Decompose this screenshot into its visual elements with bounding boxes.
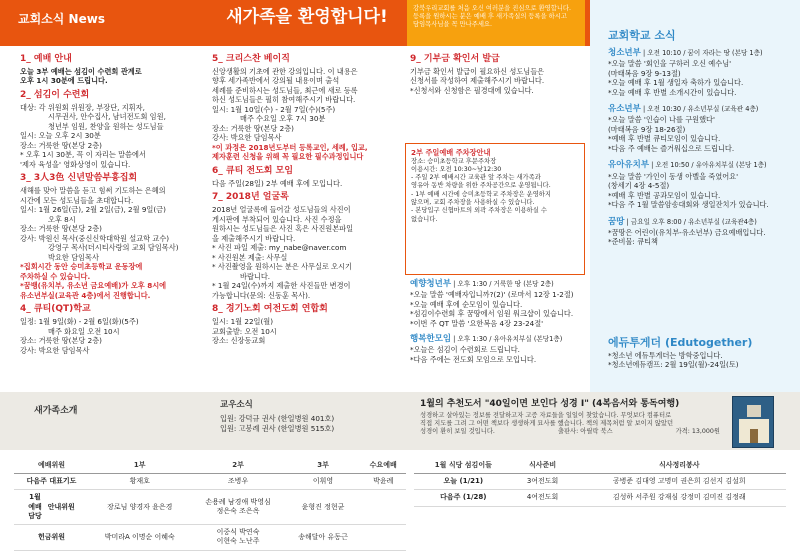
book-cover-image [732, 396, 774, 448]
book-desc-line: 직접 지도를 그려 그 어떤 책보다 생생하게 묘사를 했습니다. 책의 제목처럼 알 보이지 않았던 [420, 420, 674, 428]
mid-section-line: 을 제출해주시기 바랍니다. [212, 233, 296, 243]
youth-group-line: *오늘 예배 후에 순모임이 있습니다. [410, 299, 523, 309]
left-section-line: 대상: 각 위원회 위원장, 부장단, 지휘자, [20, 102, 145, 112]
youth-group-time: | 오후 1:30 / 거룩한 땅 (본당 2층) [451, 280, 554, 288]
school-dept-header [608, 48, 794, 59]
notice-line: 등록을 원하시는 분은 예배 후 새가족실의 등록을 하시고 [413, 13, 567, 21]
left-section-line: 강사: 박요한 담임목사 [20, 345, 90, 355]
youth-group-line: *섬김이수련회 후 꿈땅에서 임원 워크샵이 있습니다. [410, 309, 574, 319]
youth-group-line: *이번 주 QT 말씀 '요한복음 4장 23-24절' [410, 318, 544, 328]
service-table-cell: 윤형진 정현균 [286, 490, 361, 525]
service-table-cell [360, 525, 406, 550]
middle-news-column [212, 52, 402, 350]
book-price: 가격: 13,000원 [675, 428, 720, 436]
parking-line: 않으며, 교회 주차장을 사용하실 수 있습니다. [411, 198, 535, 206]
school-dept-line: (마태복음 9장 18-26절) [608, 124, 686, 134]
left-section-line: 장소: 거룩한 땅(본당 2층) [20, 224, 102, 234]
book-desc-line: 성경하고 살아있는 정보를 전달하고자 고증 자료들을 일일이 찾았습니다. 무엇보다 컴퓨터로 [420, 412, 672, 419]
service-table-row [14, 525, 406, 550]
mid-section-line: 바랍니다. [240, 271, 271, 281]
service-table-header: 1부 [89, 458, 190, 474]
left-section-line: 주차하실 수 있습니다. [20, 271, 91, 281]
recommended-book-title: 1월의 추천도서 "40일이면 보인다 성경 Ⅰ" (4복음서와 통독여행) [420, 399, 680, 409]
mid-section-4 [212, 304, 402, 345]
left-section-line: 시무권사, 안수집사, 남녀전도회 임원, [48, 112, 166, 122]
left-section-line: 장소: 거룩한 땅(본당 2층) [20, 336, 102, 345]
service-table-cell: 박미라A 이명순 이혜숙 [89, 525, 190, 550]
school-dept-line: *오늘 말씀 '인습이 나를 구원했다' [608, 115, 715, 125]
left-section-line: 새해를 맞아 말씀을 듣고 힘써 기도하는 은혜의 [20, 186, 166, 196]
school-dept-line: *오늘 예배 후 1월 생일자 축하가 있습니다. [608, 78, 744, 88]
service-table-row-label [14, 474, 89, 490]
parking-line: 장소: 승미초등학교 후문주차장 [411, 157, 497, 165]
mid-section-line: 일시: 1월 22일(월) [212, 317, 274, 326]
meal-table-header: 식사준비 [513, 458, 573, 474]
edutogether-title: 에듀투게더 (Edutogether) [608, 336, 753, 349]
welcome-heading: 새가족을 환영합니다! [226, 7, 388, 27]
school-dept-line: *다음 주 1월 말씀암송대회와 생일잔치가 있습니다. [608, 200, 769, 210]
mid-section-title: 5_ 크리스찬 베이직 [212, 54, 290, 64]
mid-section-line: 제자훈련 신청을 위해 꼭 필요한 필수과정입니다 [212, 152, 364, 162]
service-table-row-label [14, 525, 89, 550]
parking-notice [405, 143, 585, 275]
parking-line: - 주일 2부 예배시간 교육관 앞 주차는 새가족과 [411, 174, 541, 182]
left-section-line: 장소: 거룩한 땅(본당 2층) [20, 140, 102, 150]
school-dept-header [608, 104, 794, 115]
parking-line: - 본당입구 신협마트의 외곽 주차장은 이용하실 수 [411, 207, 547, 215]
left-section-line: '제자 육성을' 영화상영이 있습니다. [20, 159, 131, 169]
meal-table-header: 식사정리봉사 [573, 458, 786, 474]
left-section-line: 일시: 오늘 오후 2시 30분 [20, 131, 101, 141]
left-section-title: 2_ 섬김이 수련회 [20, 89, 90, 100]
left-section-1 [20, 54, 205, 86]
mid-section-line: * 1월 24일(수)까지 제출한 사진들만 변경이 [212, 281, 351, 291]
left-section-title: 3_ 3人3色 신년말씀부흥집회 [20, 173, 138, 184]
pledge-section [410, 52, 588, 95]
service-table-row [14, 474, 406, 490]
service-table-row-name: 헌금위원 [37, 532, 66, 541]
school-dept-time: | 오전 10:10 / 꿈이 자라는 땅 (본당 1층) [640, 49, 763, 57]
parking-line: - 1부 예배 시간에 승미초등학교 주차장은 운영하지 [411, 190, 551, 198]
pledge-line: *신청서와 신청함은 필경대에 있습니다. [410, 85, 534, 95]
service-table-cell: 조병우 [190, 474, 285, 490]
service-table-header: 수요예배 [360, 458, 406, 474]
youth-section [410, 279, 588, 370]
left-section-line: *집회시간 동안 승미초등학교 운동장에 [20, 262, 143, 272]
left-section-line: 시간에 모든 성도님들을 초대합니다. [20, 195, 134, 205]
notice-line: 담임목사님을 꼭 만나주세요. [413, 21, 492, 29]
service-table-cell: 황재호 [89, 474, 190, 490]
pledge-line: 신청서를 작성하여 제출해주시기 바랍니다. [410, 76, 545, 86]
school-dept-line: *오늘 말씀 '회인을 구하러 오신 예수님' [608, 59, 732, 69]
youth-group-header [410, 279, 588, 290]
school-dept-name: 유아유치부 [608, 160, 650, 171]
service-table-cell: 이휘영 [286, 474, 361, 490]
meal-table-header-row [414, 458, 786, 474]
left-section-line: 유소년부실(교육관 4층)에서 진행합니다. [20, 290, 151, 300]
meal-table-row-label: 오늘 (1/21) [414, 474, 513, 490]
member-news-title: 교우소식 [220, 400, 253, 410]
service-table-cell: 송해달아 유동근 [286, 525, 361, 550]
meal-table-cell: 김성하 서주원 강재심 강정미 김미진 김정래 [573, 490, 786, 506]
edutogether-line: *청소년 에듀투게더는 방학중입니다. [608, 350, 723, 360]
meal-table-row [414, 490, 786, 506]
youth-group-1 [410, 279, 588, 328]
left-section-line: 오후 8시 [48, 214, 76, 224]
school-dept-header [608, 217, 794, 228]
mid-section-line: 신앙생활의 기초에 관한 강의입니다. 이 내용은 [212, 66, 358, 76]
school-dept-header [608, 160, 794, 171]
school-dept-1 [608, 48, 794, 97]
mid-section-title: 7_ 2018년 얼굴록 [212, 192, 289, 203]
mid-section-1 [212, 54, 402, 162]
school-dept-line: *꿈땅은 어린이(유치부-유소년부) 금요예배입니다. [608, 227, 766, 237]
meal-table-cell: 3여전도회 [513, 474, 573, 490]
left-section-line: 오후 1시 30분에 드립니다. [20, 76, 108, 86]
book-publisher: 출판사: 아릴락 북스 [557, 428, 613, 436]
member-news-line: 입원: 고봉례 권사 (한일병원 515호) [220, 423, 335, 433]
new-family-intro-title: 새가족소개 [34, 406, 78, 416]
school-dept-line: (마태복음 9장 9-13절) [608, 68, 681, 78]
meal-table-cell: 공병준 김대영 고명미 권은희 김선지 김설희 [573, 474, 786, 490]
recommended-book-description [420, 412, 720, 437]
left-section-line: 오늘 3부 예배는 섬김이 수련회 관계로 [20, 66, 142, 76]
left-section-line: 청년부 임원, 찬양을 원하는 성도님들 [48, 121, 164, 131]
school-dept-line: *다음 주 예배는 즐거워십으로 드립니다. [608, 143, 735, 153]
mid-section-line: 일시: 1월 10일(수) - 2월 7일(수)(5주) [212, 104, 336, 114]
mid-section-line: * 사진 파일 제출: my_nabe@naver.com [212, 243, 347, 253]
left-section-line: * 오후 1시 30분, 꼭 이 자리는 말씀에서 [20, 150, 146, 160]
meal-table-row [414, 474, 786, 490]
service-table-header: 2부 [190, 458, 285, 474]
school-dept-line: *오늘 예배 후 반별 소개시간이 있습니다. [608, 87, 737, 97]
left-section-title: 1_ 예배 안내 [20, 54, 72, 64]
school-dept-4 [608, 217, 794, 247]
school-dept-line: *준비물: 큐티책 [608, 237, 658, 247]
meal-table-cell: 4여전도회 [513, 490, 573, 506]
left-section-line: 박요한 담임목사 [48, 252, 99, 262]
member-news-list [220, 414, 400, 433]
school-dept-name: 청소년부 [608, 48, 641, 58]
book-cover-roof [747, 405, 761, 417]
youth-group-line: *오늘은 섬김이 수련회로 드립니다. [410, 345, 520, 355]
school-dept-line: *예배 후 반별 공과모임이 있습니다. [608, 190, 721, 200]
mid-section-line: 교회출발: 오전 10시 [212, 326, 277, 336]
school-dept-name: 유소년부 [608, 104, 641, 115]
left-section-line: 매주 화요일 오전 10시 [48, 326, 120, 336]
mid-section-line: *이 과정은 2018년도부터 등록교인, 세례, 입교, [212, 142, 368, 152]
school-dept-line: *예배 후 반별 큐티모임이 있습니다. [608, 134, 721, 144]
mid-section-2 [212, 166, 402, 188]
parking-line: 없습니다. [411, 215, 438, 223]
mid-section-title: 8_ 경기노회 여전도회 연합회 [212, 304, 328, 315]
mid-section-line: 2018년 얼굴록에 들어갈 성도님들의 사진이 [212, 205, 351, 215]
mid-section-line: * 사진촬영을 원하시는 분은 사무실로 오시기 [212, 262, 352, 272]
left-section-4 [20, 304, 205, 355]
mid-section-3 [212, 192, 402, 300]
service-table-cell [360, 490, 406, 525]
youth-group-name: 예향청년부 [410, 279, 452, 289]
service-table-cell: 박윤례 [360, 474, 406, 490]
school-dept-2 [608, 104, 794, 153]
left-section-3 [20, 173, 205, 300]
mid-section-line: 게시판에 부착되어 있습니다. 사진 수정을 [212, 214, 342, 224]
book-desc-line: 성경이 환히 보일 것입니다. [420, 428, 495, 436]
meal-duty-table [414, 458, 786, 507]
mid-section-line: 원하시는 성도님들은 사진 혹은 사진원본파일 [212, 224, 354, 234]
mid-section-line: 향후 세가족반에서 강의될 내용이며 출석 [212, 76, 340, 86]
youth-group-header [410, 334, 588, 345]
mid-section-line: 가능합니다(문의: 신동훈 목사). [212, 290, 311, 300]
service-table-cell: 이중식 박연숙 이현숙 노난주 [190, 525, 285, 550]
mid-section-line: * 사진원본 제출: 사무실 [212, 252, 288, 262]
welcome-notice [407, 0, 585, 46]
parking-line: 영유아 동반 차량을 위한 주차공간으로 운영됩니다. [411, 182, 551, 190]
left-section-line: 일시: 1월 26일(금), 2월 2일(금), 2월 9일(금) [20, 205, 166, 215]
youth-group-line: *다음 주에는 전도회 모임으로 모입니다. [410, 354, 537, 364]
mid-section-title: 6_ 큐티 전도회 모임 [212, 165, 294, 176]
book-cover-door [750, 429, 758, 443]
service-table-header-row [14, 458, 406, 474]
youth-group-name: 행복한모임 [410, 334, 452, 345]
left-section-title: 4_ 큐티(QT)학교 [20, 304, 91, 315]
book-desc-last-row [420, 428, 720, 436]
youth-group-time: | 오후 1:30 / 유아유치부실 (본당1층) [451, 335, 563, 344]
parking-title: 2부 주일예배 주차장안내 [411, 148, 491, 157]
left-section-2 [20, 90, 205, 169]
school-dept-line: (창세기 4장 4-5절) [608, 181, 670, 191]
pledge-title: 9_ 기부금 확인서 발급 [410, 54, 500, 64]
youth-group-2 [410, 334, 588, 364]
service-table-header: 3부 [286, 458, 361, 474]
parking-line: 이용시간: 오전 10:30~낮12:30 [411, 165, 502, 173]
service-table-cell: 손용례 남경애 박영심 정은숙 조은옥 [190, 490, 285, 525]
service-table-row-name: 다음주 대표기도 [26, 477, 77, 486]
member-news-line: 입원: 강덕규 권사 (한일병원 401호) [220, 414, 335, 423]
school-dept-time: | 오전 10:30 / 유소년부실 (교육관 4층) [640, 105, 759, 114]
school-dept-line: *오늘 말씀 '가인이 동생 아벨을 죽였어요' [608, 171, 739, 181]
left-section-line: *꿈뱅(유치부, 유소년 금요예배)가 오후 8시에 [20, 281, 167, 291]
mid-section-line: 강사: 박요한 담임목사 [212, 133, 282, 143]
church-school-title: 교회학교 소식 [608, 29, 676, 42]
service-table-row-name: 안내위원 [47, 503, 75, 512]
mid-section-line: 매주 수요일 오후 7시 30분 [240, 114, 326, 124]
edutogether-line: *청소년에듀캠프: 2월 19일(월)-24일(토) [608, 360, 739, 370]
left-news-column [20, 52, 205, 359]
mid-section-line: 장소: 신장동교회 [212, 336, 266, 345]
service-table-row [14, 490, 406, 525]
pledge-line: 기부금 확인서 발급이 필요하신 성도님들은 [410, 66, 545, 76]
mid-section-line: 세례를 준비하시는 성도님들, 최근에 새로 등록 [212, 85, 358, 95]
meal-table-row-label: 다음주 (1/28) [414, 490, 513, 506]
school-dept-time: | 금요일 오후 8:00 / 유소년부실 (교육관4층) [624, 217, 757, 226]
service-table-cell: 장로님 양경자 윤은경 [89, 490, 190, 525]
youth-group-line: *오늘 말씀 '예배자입니까?(2)' (로마서 12장 1-2절) [410, 290, 574, 300]
left-section-line: 강사: 박원신 목사(중신신학대학원 설교학 교수) [20, 233, 170, 243]
edutogether-section [608, 336, 794, 370]
mid-section-line: 장소: 거룩한 땅(본당 2층) [212, 123, 294, 133]
school-dept-name: 꿈땅 [608, 216, 625, 227]
left-section-line: 일정: 1월 9일(화) - 2월 6일(화)(5주) [20, 317, 139, 326]
service-table-row-label [14, 490, 89, 525]
notice-line: 강북우리교회를 처음 오신 여러분을 진심으로 환영합니다. [413, 5, 571, 12]
mid-section-line: 다음 주일(28일) 2부 예배 후에 모입니다. [212, 178, 343, 188]
school-dept-time: | 오전 10:50 / 유아유치부실 (본당 1층) [649, 161, 767, 170]
service-group-label: 1월 예배 담당 [28, 493, 42, 520]
school-dept-3 [608, 160, 794, 209]
church-school-departments [608, 48, 794, 254]
service-duty-table [14, 458, 406, 551]
mid-section-line: 하신 성도님들은 필히 참여해주시기 바랍니다. [212, 95, 356, 105]
left-section-line: 강영구 목사(더시티사랑의 교회 담임목사) [48, 243, 179, 253]
meal-table-header: 1월 식당 섬김이들 [414, 458, 513, 474]
news-label: 교회소식 News [18, 12, 105, 26]
service-table-header: 예배위원 [14, 458, 89, 474]
